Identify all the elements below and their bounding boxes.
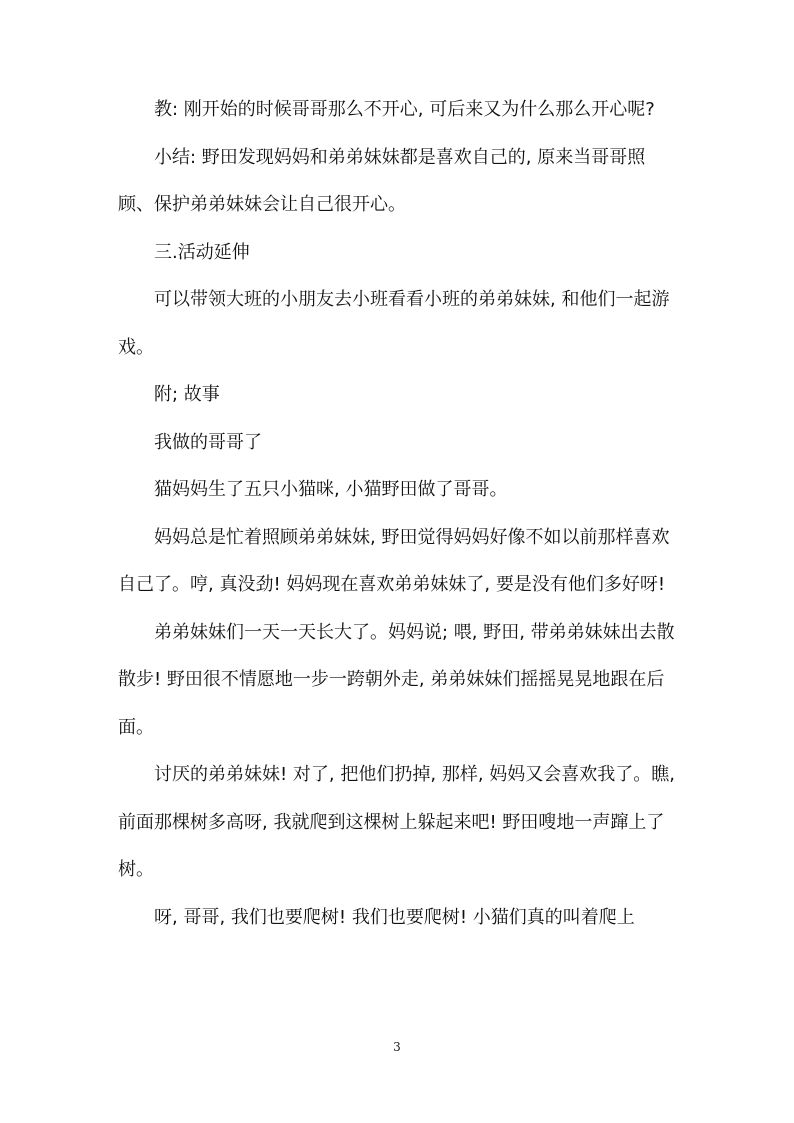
section-heading-extension: 三.活动延伸 [154, 241, 250, 263]
paragraph-extension: 可以带领大班的小朋友去小班看看小班的弟弟妹妹, 和他们一起游戏。 [118, 289, 670, 358]
story-paragraph-2: 妈妈总是忙着照顾弟弟妹妹, 野田觉得妈妈好像不如以前那样喜欢自己了。哼, 真没劲! 妈妈现在喜欢弟弟妹妹了, 要是没有他们多好呀! [118, 526, 670, 595]
story-paragraph-4: 讨厌的弟弟妹妹! 对了, 把他们扔掉, 那样, 妈妈又会喜欢我了。瞧, 前面那棵树多高呀, 我就爬到这棵树上躲起来吧! 野田嗖地一声蹿上了树。 [118, 764, 675, 880]
paragraph-question: 教: 刚开始的时候哥哥那么不开心, 可后来又为什么那么开心呢? [154, 99, 655, 120]
paragraph-summary: 小结: 野田发现妈妈和弟弟妹妹都是喜欢自己的, 原来当哥哥照顾、保护弟弟妹妹会让自己很开心。 [118, 146, 646, 215]
story-paragraph-5: 呀, 哥哥, 我们也要爬树! 我们也要爬树! 小猫们真的叫着爬上 [154, 906, 635, 928]
document-body [118, 86, 678, 941]
story-paragraph-3: 弟弟妹妹们一天一天长大了。妈妈说; 喂, 野田, 带弟弟妹妹出去散散步! 野田很不情愿地一步一跨朝外走, 弟弟妹妹们摇摇晃晃地跟在后面。 [118, 621, 675, 738]
story-paragraph-1: 猫妈妈生了五只小猫咪, 小猫野田做了哥哥。 [154, 479, 508, 500]
appendix-label: 附; 故事 [154, 384, 220, 405]
page-number: 3 [393, 1040, 401, 1054]
story-title: 我做的哥哥了 [154, 431, 262, 453]
